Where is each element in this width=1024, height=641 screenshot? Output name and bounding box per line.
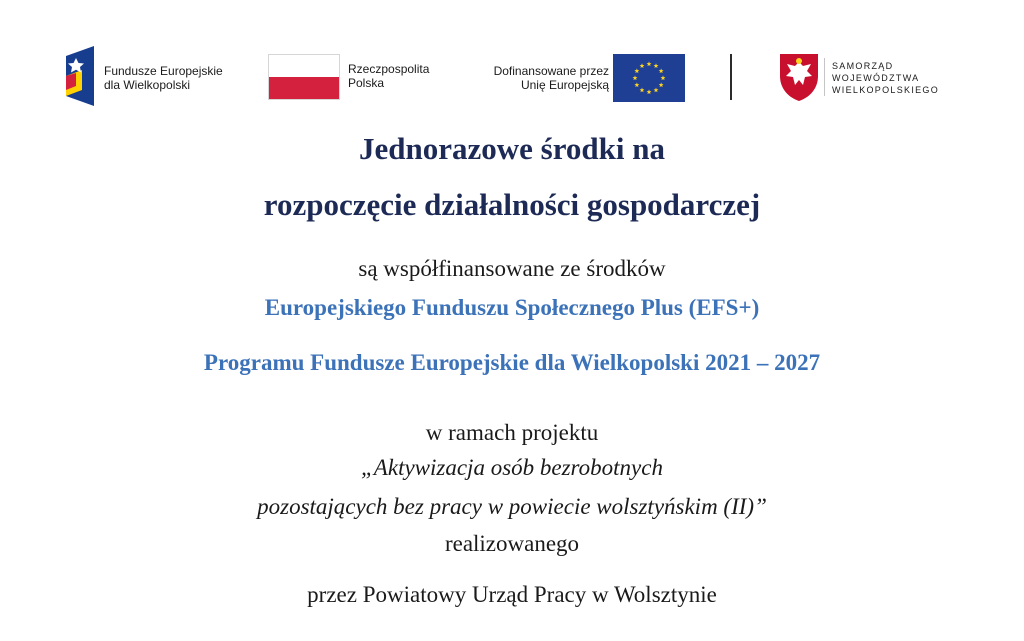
- eu-logo-line2: Unię Europejską: [520, 78, 609, 92]
- program-name: Programu Fundusze Europejskie dla Wielkopolski 2021 – 2027: [203, 350, 821, 375]
- project-name-line1: „Aktywizacja osób bezrobotnych: [361, 455, 663, 480]
- wielkopolska-logo: [778, 52, 978, 104]
- poland-flag-icon: [268, 54, 340, 100]
- fe-logo-line1: Fundusze Europejskie: [104, 64, 223, 78]
- logo-bar: [0, 0, 1024, 120]
- poland-logo-line1: Rzeczpospolita: [348, 62, 430, 76]
- cofinanced-text: są współfinansowane ze środków: [358, 256, 666, 281]
- european-funds-icon: [62, 46, 98, 106]
- title-line1: Jednorazowe środki na: [358, 131, 665, 166]
- wielkopolska-logo-separator: [824, 58, 825, 96]
- wielkopolska-logo-line3: WIELKOPOLSKIEGO: [832, 85, 940, 95]
- poland-logo: [268, 54, 468, 104]
- wielkopolska-crest-icon: [778, 52, 820, 102]
- fe-logo-line2: dla Wielkopolski: [104, 78, 191, 92]
- eu-logo-line1: Dofinansowane przez: [493, 64, 609, 78]
- eu-flag-icon: [613, 54, 685, 102]
- title-line2: rozpoczęcie działalności gospodarczej: [263, 187, 761, 222]
- wielkopolska-logo-line2: WOJEWÓDZTWA: [832, 73, 920, 83]
- european-funds-logo: [62, 46, 262, 106]
- project-name-line2: pozostających bez pracy w powiecie wolsztyńskim (II)”: [257, 494, 767, 519]
- poland-logo-line2: Polska: [348, 76, 385, 90]
- office-name: przez Powiatowy Urząd Pracy w Wolsztynie: [307, 582, 717, 607]
- eu-logo: [468, 54, 693, 104]
- within-project-text: w ramach projektu: [425, 420, 599, 445]
- logo-divider: [730, 54, 732, 100]
- wielkopolska-logo-line1: SAMORZĄD: [832, 61, 894, 71]
- implemented-text: realizowanego: [444, 531, 580, 556]
- fund-name: Europejskiego Funduszu Społecznego Plus (EFS+): [264, 295, 760, 320]
